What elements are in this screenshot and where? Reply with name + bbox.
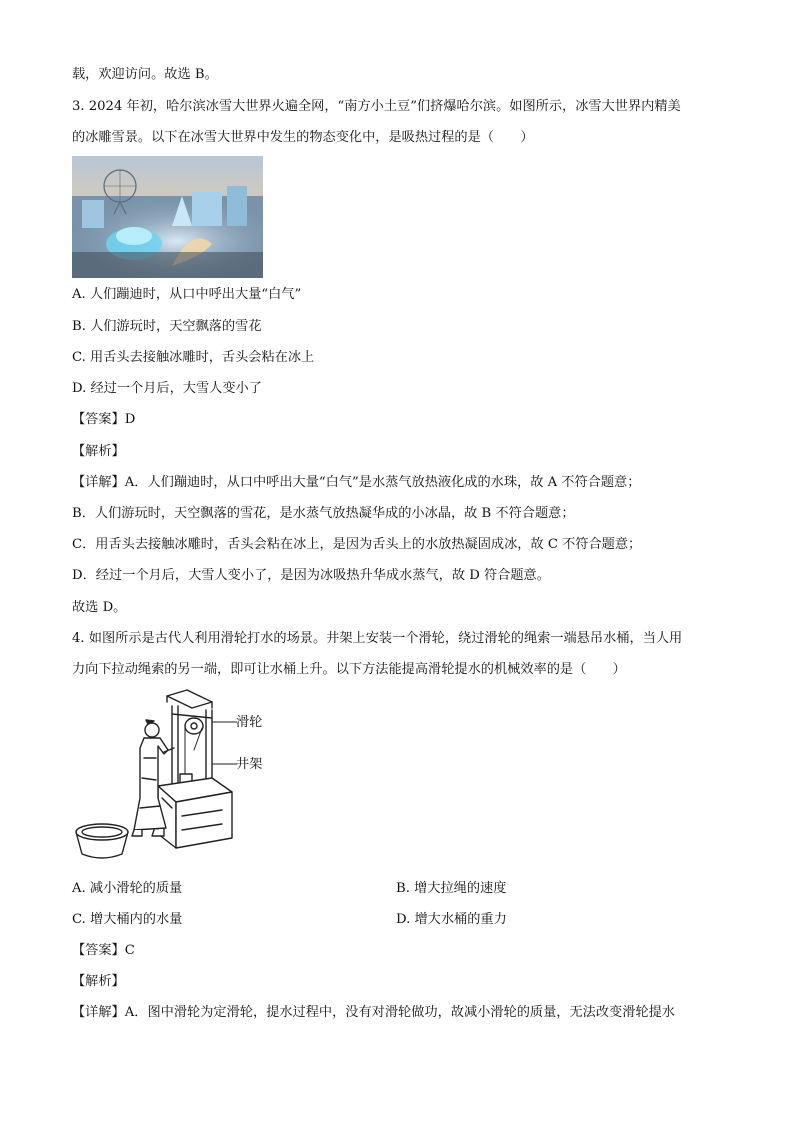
question-3-explanation-line: 【详解】A．人们蹦迪时，从口中呼出大量“白气”是水蒸气放热液化成的水珠，故 A 不符合题意；	[72, 475, 641, 490]
question-3-option-b: B. 人们游玩时，天空飘落的雪花	[72, 319, 262, 334]
question-3-explanation-line: D．经过一个月后，大雪人变小了，是因为冰吸热升华成水蒸气，故 D 符合题意。	[72, 568, 550, 583]
question-3-explanation-line: B．人们游玩时，天空飘落的雪花，是水蒸气放热凝华成的小冰晶，故 B 不符合题意；	[72, 506, 575, 521]
question-4-option-b: B. 增大拉绳的速度	[396, 881, 507, 896]
question-4-stem-line-1: 4. 如图所示是古代人利用滑轮打水的场景。井架上安装一个滑轮，绕过滑轮的绳索一端悬吊水桶，当人用	[72, 631, 683, 646]
question-3-analysis-heading: 【解析】	[72, 444, 125, 459]
text-line: 载，欢迎访问。故选 B。	[72, 67, 218, 82]
question-4-analysis-heading: 【解析】	[72, 974, 125, 989]
question-4-option-a: A. 减小滑轮的质量	[72, 881, 183, 896]
question-3-answer: 【答案】D	[72, 412, 136, 427]
ice-festival-photo	[72, 156, 263, 278]
question-3-stem-line-1: 3. 2024 年初，哈尔滨冰雪大世界火遍全网，“南方小土豆”们挤爆哈尔滨。如图所示，冰雪大世界内精美	[72, 99, 681, 114]
figure-label-frame: 井架	[236, 757, 263, 772]
figure-label-pulley: 滑轮	[236, 715, 263, 730]
question-4-option-d: D. 增大水桶的重力	[396, 912, 507, 927]
question-3-option-d: D. 经过一个月后，大雪人变小了	[72, 381, 262, 396]
question-3-explanation-line: C．用舌头去接触冰雕时，舌头会粘在冰上，是因为舌头上的水放热凝固成冰，故 C 不符合题意；	[72, 537, 642, 552]
question-4-stem-line-2: 力向下拉动绳索的另一端，即可让水桶上升。以下方法能提高滑轮提水的机械效率的是（ ）	[72, 662, 626, 677]
question-3-option-c: C. 用舌头去接触冰雕时，舌头会粘在冰上	[72, 350, 315, 365]
question-3-stem-line-2: 的冰雕雪景。以下在冰雪大世界中发生的物态变化中，是吸热过程的是（ ）	[72, 130, 534, 145]
question-4-explanation-line: 【详解】A．图中滑轮为定滑轮，提水过程中，没有对滑轮做功，故减小滑轮的质量，无法改变滑轮提水	[72, 1005, 675, 1020]
question-3-option-a: A. 人们蹦迪时，从口中呼出大量“白气”	[72, 287, 302, 302]
question-4-option-c: C. 增大桶内的水量	[72, 912, 183, 927]
question-3-conclusion: 故选 D。	[72, 600, 127, 615]
question-4-answer: 【答案】C	[72, 943, 135, 958]
